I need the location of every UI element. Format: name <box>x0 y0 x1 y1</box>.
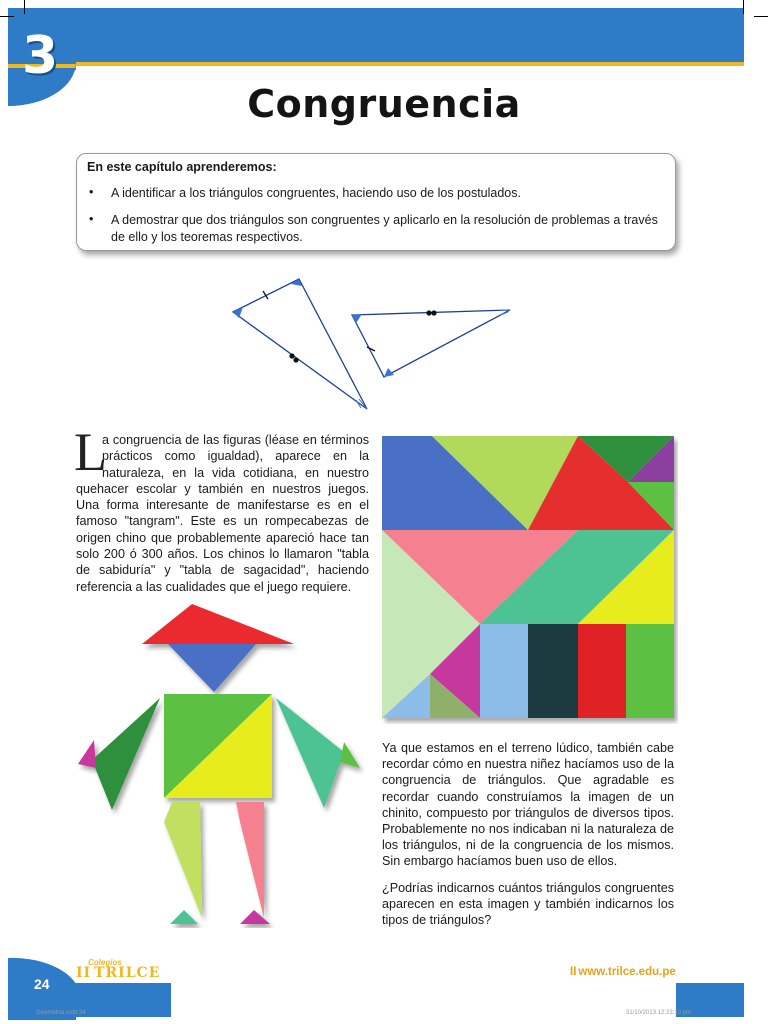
angle-mark <box>356 399 367 409</box>
brand-name: TRILCE <box>94 965 161 981</box>
brand-logo <box>76 965 160 981</box>
print-note-left: Geometría.indd 24 <box>36 1010 86 1016</box>
right-foot-piece <box>240 910 270 924</box>
url-mark: II <box>570 966 577 978</box>
crop-mark <box>743 0 744 14</box>
print-note-right: 31/10/2013 12:23:10 pm <box>626 1010 692 1016</box>
bullet-2: • <box>89 212 94 226</box>
right-arm-piece <box>276 698 344 808</box>
double-dot-mark <box>293 357 298 362</box>
crop-mark <box>0 16 14 17</box>
bullet-1: • <box>89 185 94 199</box>
brand-mark: II <box>76 965 92 981</box>
objective-item-2: A demostrar que dos triángulos son congruentes y aplicarlo en la resolución de problemas a través de ello y los teoremas respectivos. <box>111 213 658 244</box>
left-leg-piece <box>164 802 202 918</box>
crop-mark <box>24 0 25 14</box>
page-number: 24 <box>34 976 50 992</box>
double-dot-mark <box>426 310 431 315</box>
head-piece <box>168 644 256 692</box>
chapter-number: 3 <box>22 26 57 86</box>
objectives-box <box>76 153 676 251</box>
tangram-square-figure <box>382 436 678 724</box>
website-link[interactable] <box>570 966 676 978</box>
right-leg-piece <box>236 802 264 918</box>
tangram-person-figure <box>74 602 366 928</box>
paragraph-question: ¿Podrías indicarnos cuántos triángulos congruentes aparecen en esta imagen y también indicarnos los tipos de triángulos? <box>382 881 674 928</box>
congruent-triangles-figure <box>225 272 515 417</box>
objectives-heading: En este capítulo aprenderemos: <box>87 160 277 174</box>
triangle-1 <box>233 279 367 409</box>
header-bar <box>8 8 744 62</box>
page-title: Congruencia <box>247 82 521 126</box>
brand-subtitle: Colegios <box>88 958 122 967</box>
double-dot-mark <box>431 310 436 315</box>
header-accent-line <box>8 62 744 66</box>
objective-item-1: A identificar a los triángulos congruentes, haciendo uso de los postulados. <box>111 186 521 200</box>
left-hand-piece <box>78 740 96 768</box>
drop-cap: L <box>74 422 107 482</box>
intro-paragraph <box>76 432 369 595</box>
paragraph-recall: Ya que estamos en el terreno lúdico, también cabe recordar cómo en nuestra niñez hacíamos uso de la congruencia de triángulos. Que agradable es recordar cuando construíamos la imagen de un chinito, compuesto por triángulos de diversos tipos. Probablemente no nos indicaban ni la naturaleza de los triángulos, ni de la congruencia de los mismos. Sin embargo hacíamos buen uso de ellos. <box>382 741 674 869</box>
angle-mark <box>233 307 243 318</box>
double-dot-mark <box>289 353 294 358</box>
left-foot-piece <box>170 910 198 924</box>
hat-piece <box>142 604 294 644</box>
right-hand-piece <box>340 742 360 768</box>
url-text[interactable]: www.trilce.edu.pe <box>578 966 676 978</box>
left-arm-piece <box>92 698 160 810</box>
intro-text: a congruencia de las figuras (léase en términos prácticos como igualdad), aparece en la naturaleza, en la vida cotidiana, en nuestro quehacer escolar y también en nuestros juegos. Una forma interesante de manifestarse es en el famoso "tangram". Este es un rompecabezas de origen chino que probablemente apareció hace tan solo 200 ó 300 años. Los chinos lo llamaron "tabla de sabiduría" y "tabla de sagacidad", haciendo referencia a las cualidades que el juego requiere. <box>76 433 369 594</box>
crop-mark <box>754 16 768 17</box>
triangle-2 <box>352 310 510 377</box>
